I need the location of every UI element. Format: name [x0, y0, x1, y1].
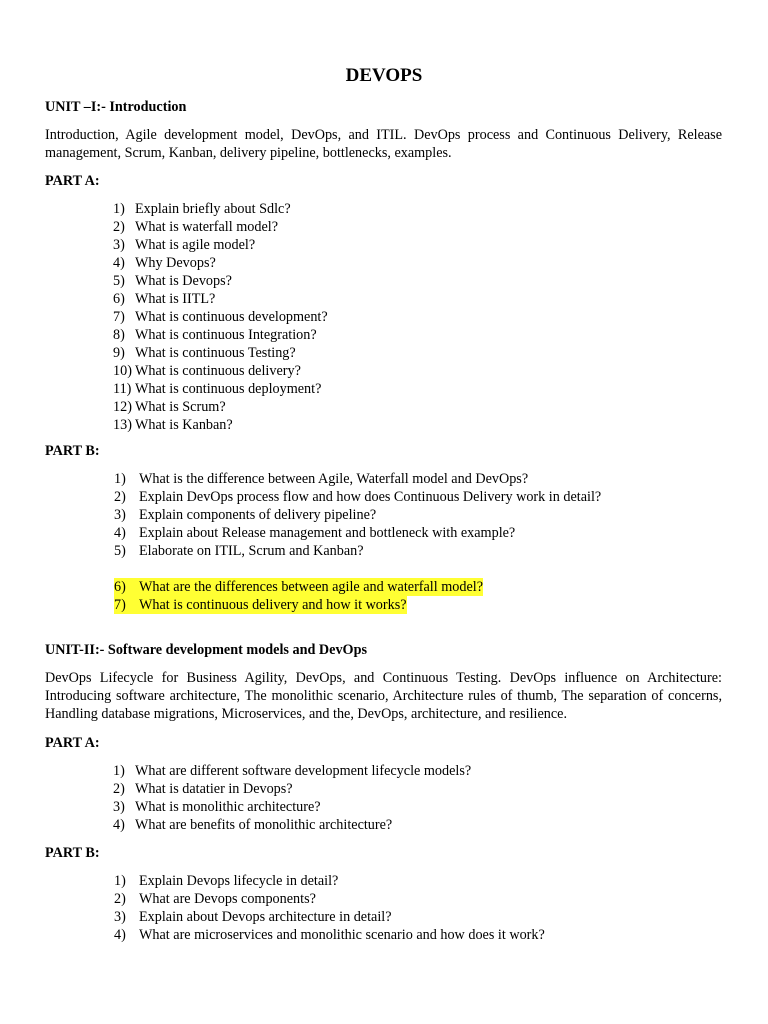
list-item: 4) What are benefits of monolithic architecture?	[113, 817, 393, 833]
list-item: 11) What is continuous deployment?	[113, 381, 322, 397]
unit1-heading: UNIT –I:- Introduction	[45, 99, 187, 115]
unit2-part-a-heading: PART A:	[45, 735, 100, 751]
unit2-intro: DevOps Lifecycle for Business Agility, DevOps, and Continuous Testing. DevOps influence on Architecture: Introducing software architecture, The monolithic scenario, Architecture rules of thumb, The separation of concerns, Handling database migrations, Microservices, and the, DevOps, architecture, and resilience.	[45, 670, 722, 722]
list-item: 2) What are Devops components?	[114, 891, 316, 907]
unit1-part-b-list	[114, 470, 601, 560]
unit2-part-b-heading: PART B:	[45, 845, 100, 861]
list-item: 3) Explain about Devops architecture in detail?	[114, 909, 392, 925]
list-item: 1) What are different software development lifecycle models?	[113, 763, 472, 779]
unit1-part-a-list	[113, 200, 328, 434]
unit1-part-a-heading: PART A:	[45, 173, 100, 189]
list-item: 2) What is waterfall model?	[113, 219, 278, 235]
list-item: 5) What is Devops?	[113, 273, 232, 289]
list-item: 3) Explain components of delivery pipeline?	[114, 507, 377, 523]
list-item: 1) Explain Devops lifecycle in detail?	[114, 873, 339, 889]
list-item: 2) What is datatier in Devops?	[113, 781, 293, 797]
list-item: 4) What are microservices and monolithic scenario and how does it work?	[114, 927, 545, 943]
unit1-part-b-heading: PART B:	[45, 443, 100, 459]
list-item: 1) Explain briefly about Sdlc?	[113, 201, 291, 217]
list-item: 8) What is continuous Integration?	[113, 327, 317, 343]
list-item: 13) What is Kanban?	[113, 417, 233, 433]
highlighted-list-item: 7) What is continuous delivery and how it works?	[114, 597, 407, 613]
list-item: 3) What is monolithic architecture?	[113, 799, 321, 815]
unit1-part-b-highlighted-list	[114, 578, 483, 614]
document-title: DEVOPS	[345, 65, 423, 86]
list-item: 4) Explain about Release management and bottleneck with example?	[114, 525, 516, 541]
list-item: 10) What is continuous delivery?	[113, 363, 301, 379]
list-item: 12) What is Scrum?	[113, 399, 226, 415]
unit1-intro: Introduction, Agile development model, DevOps, and ITIL. DevOps process and Continuous Delivery, Release management, Scrum, Kanban, delivery pipeline, bottlenecks, examples.	[45, 127, 722, 161]
unit2-part-a-list	[113, 762, 471, 834]
list-item: 4) Why Devops?	[113, 255, 216, 271]
list-item: 9) What is continuous Testing?	[113, 345, 296, 361]
highlighted-list-item: 6) What are the differences between agile and waterfall model?	[114, 579, 483, 595]
list-item: 3) What is agile model?	[113, 237, 256, 253]
list-item: 1) What is the difference between Agile, Waterfall model and DevOps?	[114, 471, 529, 487]
list-item: 6) What is IITL?	[113, 291, 216, 307]
unit2-heading: UNIT-II:- Software development models and DevOps	[45, 642, 367, 658]
unit2-part-b-list	[114, 872, 545, 944]
list-item: 5) Elaborate on ITIL, Scrum and Kanban?	[114, 543, 364, 559]
list-item: 2) Explain DevOps process flow and how does Continuous Delivery work in detail?	[114, 489, 602, 505]
list-item: 7) What is continuous development?	[113, 309, 328, 325]
